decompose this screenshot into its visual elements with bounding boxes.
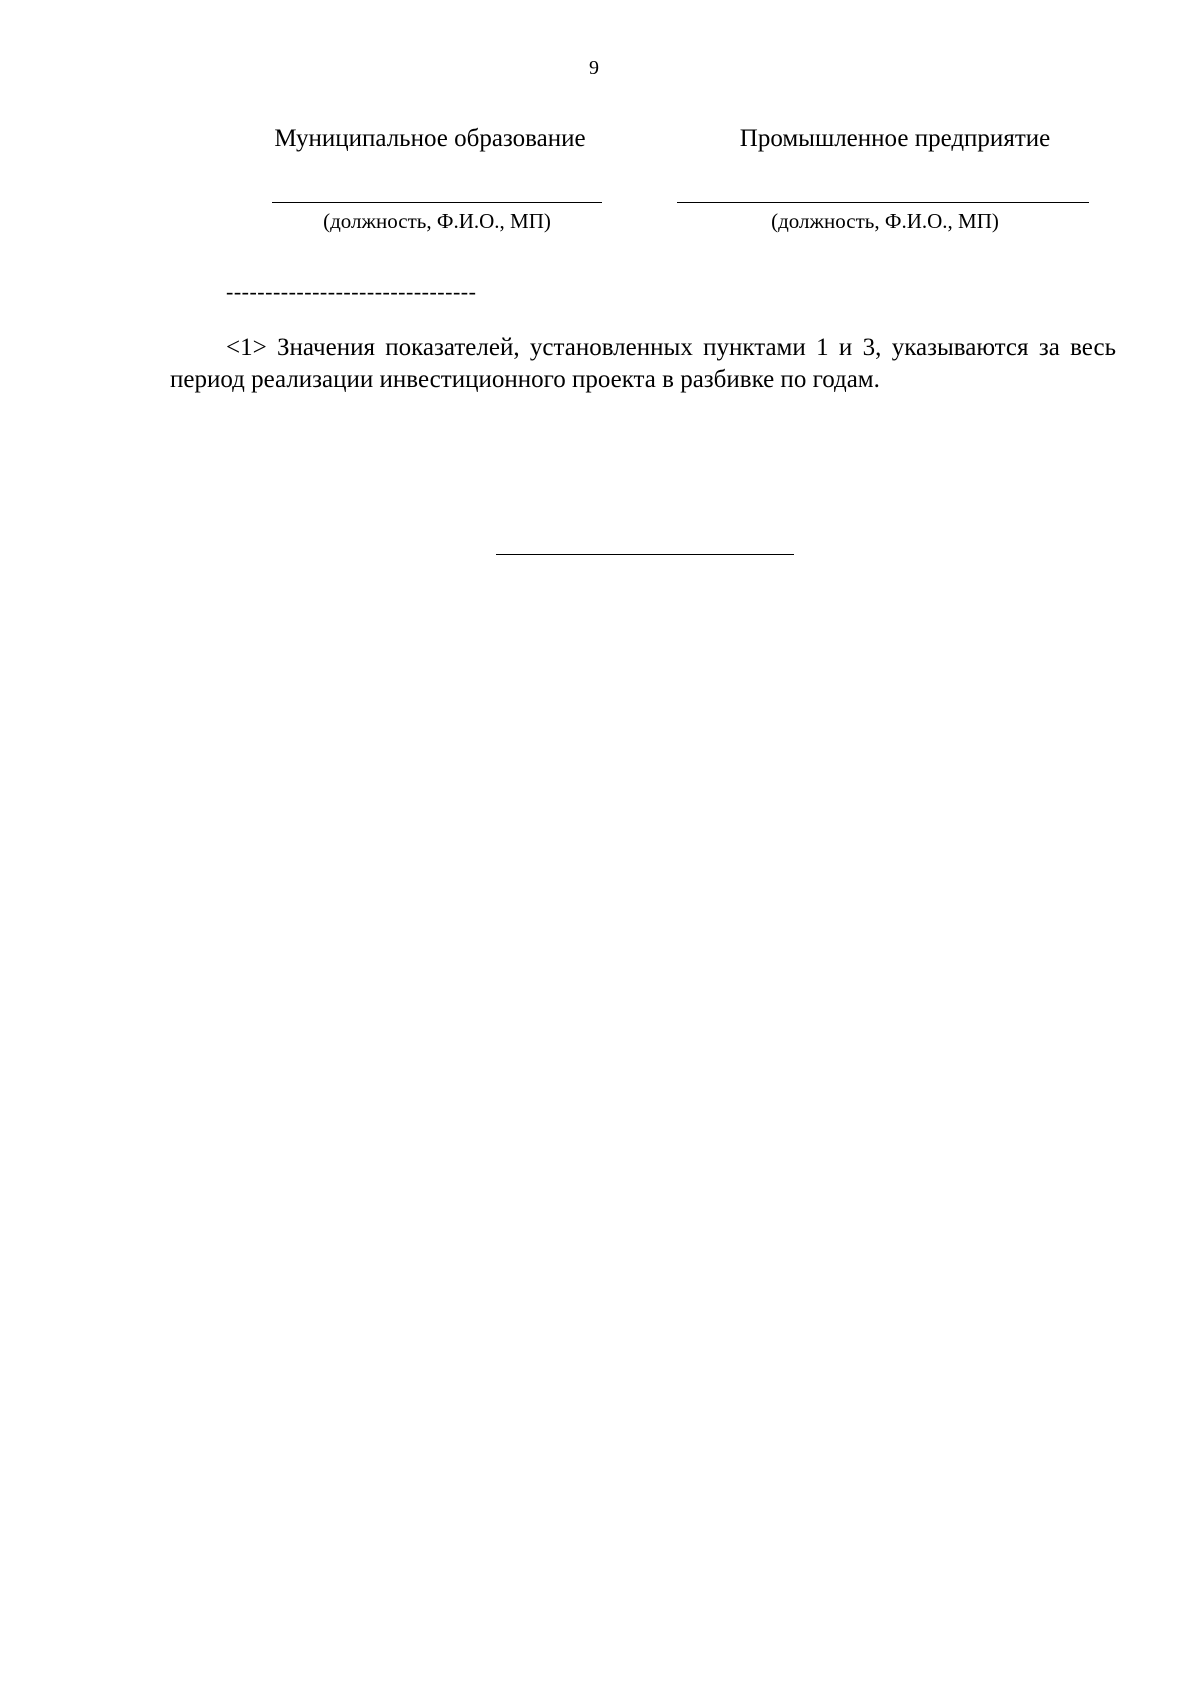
signature-right-caption: (должность, Ф.И.О., МП) [771,209,999,233]
footnote-separator: -------------------------------- [226,279,477,304]
document-end-line [496,554,794,555]
signature-right-title: Промышленное предприятие [739,125,1051,152]
page-number: 9 [589,57,599,79]
signature-right-line [677,202,1089,203]
signature-left-title: Муниципальное образование [274,125,586,152]
footnote-text: <1> Значения показателей, установленных пунктами 1 и 3, указываются за весь период реализации инвестиционного проекта в разбивке по годам. [170,334,1116,393]
signature-left-line [272,202,602,203]
signature-left-caption: (должность, Ф.И.О., МП) [323,209,551,233]
